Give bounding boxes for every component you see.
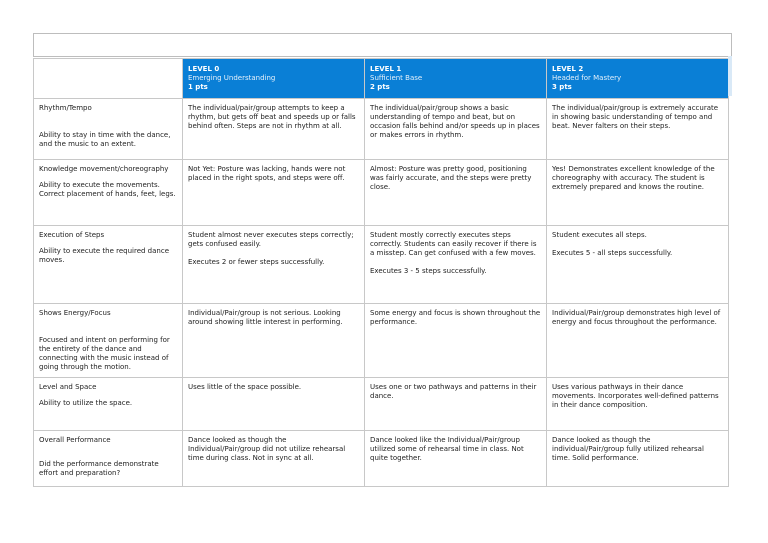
- criterion-cell: [34, 378, 183, 431]
- rating-cell: [547, 99, 729, 160]
- criterion-cell: [34, 304, 183, 378]
- rating-text: Student almost never executes steps correctly; gets confused easily.: [188, 231, 354, 248]
- rating-text: Not Yet: Posture was lacking, hands were not placed in the right spots, and steps were off.: [188, 165, 346, 182]
- criterion-cell: [34, 226, 183, 304]
- criterion-name: Rhythm/Tempo: [39, 104, 92, 112]
- rating-cell: [365, 160, 547, 226]
- rating-text: Individual/Pair/group is not serious. Looking around showing little interest in performing.: [188, 309, 343, 326]
- rating-cell: [365, 378, 547, 431]
- level-name: Emerging Understanding: [188, 74, 276, 82]
- level-points: 2 pts: [370, 83, 390, 91]
- level-points: 3 pts: [552, 83, 572, 91]
- criterion-description: Ability to execute the movements. Correct placement of hands, feet, legs.: [39, 181, 176, 198]
- criterion-name: Overall Performance: [39, 436, 111, 444]
- rating-text: Dance looked as though the individual/Pair/group fully utilized rehearsal time. Solid performance.: [552, 436, 704, 462]
- rating-cell: [365, 226, 547, 304]
- rating-cell: [365, 431, 547, 487]
- level-2-header: [547, 59, 729, 99]
- rating-text: Almost: Posture was pretty good, positioning was fairly accurate, and the steps were pretty close.: [370, 165, 532, 191]
- level-label: LEVEL 2: [552, 65, 584, 73]
- rating-text: The individual/pair/group shows a basic understanding of tempo and beat, but on occasion falls behind and/or speeds up in places or makes errors in rhythm.: [370, 104, 540, 139]
- level-0-header: [183, 59, 365, 99]
- rating-text: Uses little of the space possible.: [188, 383, 302, 391]
- criterion-name: Shows Energy/Focus: [39, 309, 111, 317]
- rating-cell: [183, 378, 365, 431]
- level-label: LEVEL 1: [370, 65, 402, 73]
- criterion-name: Execution of Steps: [39, 231, 105, 239]
- rating-cell: [183, 160, 365, 226]
- rating-text: Student mostly correctly executes steps correctly. Students can easily recover if there is a misstep. Can get confused with a few moves.: [370, 231, 537, 257]
- rating-cell: [547, 226, 729, 304]
- criterion-row-overall: [34, 431, 729, 487]
- rubric-table: [33, 58, 729, 487]
- rating-cell: [547, 304, 729, 378]
- rubric-title-bar: [33, 33, 732, 57]
- rating-text: The individual/pair/group is extremely accurate in showing basic understanding of tempo and beat. Never falters on their steps.: [552, 104, 719, 130]
- rating-cell: [547, 378, 729, 431]
- rating-text: Executes 3 - 5 steps successfully.: [370, 267, 487, 275]
- rating-cell: [183, 226, 365, 304]
- criterion-row-knowledge: [34, 160, 729, 226]
- rating-cell: [547, 160, 729, 226]
- rating-cell: [547, 431, 729, 487]
- level-label: LEVEL 0: [188, 65, 220, 73]
- rating-text: Dance looked as though the Individual/Pair/group did not utilize rehearsal time during class. Not in sync at all.: [188, 436, 346, 462]
- level-points: 1 pts: [188, 83, 208, 91]
- header-edge-stripe: [728, 56, 732, 96]
- criterion-cell: [34, 99, 183, 160]
- rating-text: Uses one or two pathways and patterns in their dance.: [370, 383, 537, 400]
- criterion-description: Ability to stay in time with the dance, and the music to an extent.: [39, 131, 171, 148]
- criterion-row-rhythm: [34, 99, 729, 160]
- rating-cell: [365, 304, 547, 378]
- criterion-row-execution: [34, 226, 729, 304]
- criterion-name: Knowledge movement/choreography: [39, 165, 169, 173]
- rating-cell: [183, 304, 365, 378]
- rating-cell: [183, 99, 365, 160]
- rating-text: Executes 5 - all steps successfully.: [552, 249, 673, 257]
- rating-text: Student executes all steps.: [552, 231, 647, 239]
- header-row: [34, 59, 729, 99]
- criterion-row-energy: [34, 304, 729, 378]
- level-1-header: [365, 59, 547, 99]
- rubric-sheet: [33, 33, 732, 487]
- criterion-description: Did the performance demonstrate effort and preparation?: [39, 460, 159, 477]
- criterion-description: Ability to utilize the space.: [39, 399, 133, 407]
- criterion-cell: [34, 160, 183, 226]
- criterion-description: Focused and intent on performing for the entirety of the dance and connecting with the music instead of going through the motion.: [39, 336, 170, 371]
- rating-text: Yes! Demonstrates excellent knowledge of the choreography with accuracy. The student is extremely prepared and knows the routine.: [552, 165, 715, 191]
- rating-text: Executes 2 or fewer steps successfully.: [188, 258, 325, 266]
- criterion-row-level-space: [34, 378, 729, 431]
- rating-text: Individual/Pair/group demonstrates high level of energy and focus throughout the performance.: [552, 309, 721, 326]
- rating-cell: [365, 99, 547, 160]
- rating-cell: [183, 431, 365, 487]
- header-corner-cell: [34, 59, 183, 99]
- rating-text: The individual/pair/group attempts to keep a rhythm, but gets off beat and speeds up or falls behind often. Steps are not in rhythm at all.: [188, 104, 356, 130]
- rating-text: Some energy and focus is shown throughout the performance.: [370, 309, 541, 326]
- rating-text: Uses various pathways in their dance movements. Incorporates well-defined patterns in their dance composition.: [552, 383, 719, 409]
- level-name: Sufficient Base: [370, 74, 423, 82]
- level-name: Headed for Mastery: [552, 74, 622, 82]
- criterion-cell: [34, 431, 183, 487]
- rating-text: Dance looked like the Individual/Pair/group utilized some of rehearsal time in class. Not quite together.: [370, 436, 524, 462]
- criterion-name: Level and Space: [39, 383, 97, 391]
- criterion-description: Ability to execute the required dance moves.: [39, 247, 170, 264]
